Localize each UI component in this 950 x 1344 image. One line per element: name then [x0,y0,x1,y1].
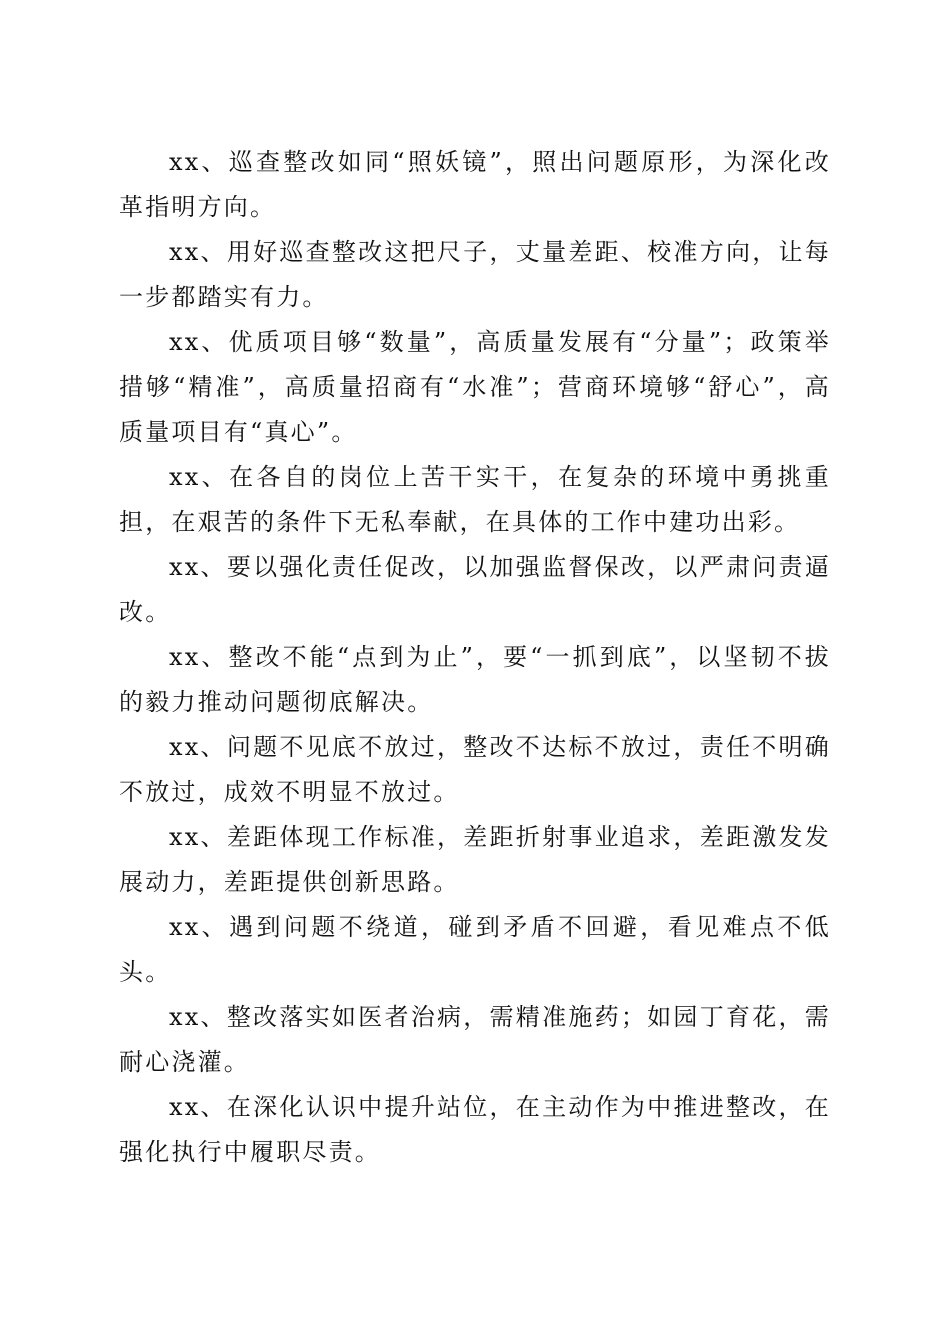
paragraph-6: xx、整改不能“点到为止”，要“一抓到底”，以坚韧不拔的毅力推动问题彻底解决。 [119,643,831,716]
paragraph-10: xx、整改落实如医者治病，需精准施药；如园丁育花，需耐心浇灌。 [119,1003,831,1076]
paragraph-11: xx、在深化认识中提升站位，在主动作为中推进整改，在强化执行中履职尽责。 [119,1093,831,1166]
paragraph-2: xx、用好巡查整改这把尺子，丈量差距、校准方向，让每一步都踏实有力。 [119,238,831,311]
paragraph-1: xx、巡查整改如同“照妖镜”，照出问题原形，为深化改革指明方向。 [119,148,831,221]
paragraph-8: xx、差距体现工作标准，差距折射事业追求，差距激发发展动力，差距提供创新思路。 [119,823,831,896]
paragraph-7: xx、问题不见底不放过，整改不达标不放过，责任不明确不放过，成效不明显不放过。 [119,733,831,806]
paragraph-9: xx、遇到问题不绕道，碰到矛盾不回避，看见难点不低头。 [119,913,831,986]
paragraph-3: xx、优质项目够“数量”，高质量发展有“分量”；政策举措够“精准”，高质量招商有“水准”；营商环境够“舒心”，高质量项目有“真心”。 [119,328,831,446]
paragraph-5: xx、要以强化责任促改，以加强监督保改，以严肃问责逼改。 [119,553,831,626]
document-body [119,140,831,1175]
paragraph-4: xx、在各自的岗位上苦干实干，在复杂的环境中勇挑重担，在艰苦的条件下无私奉献，在具体的工作中建功出彩。 [119,463,831,536]
